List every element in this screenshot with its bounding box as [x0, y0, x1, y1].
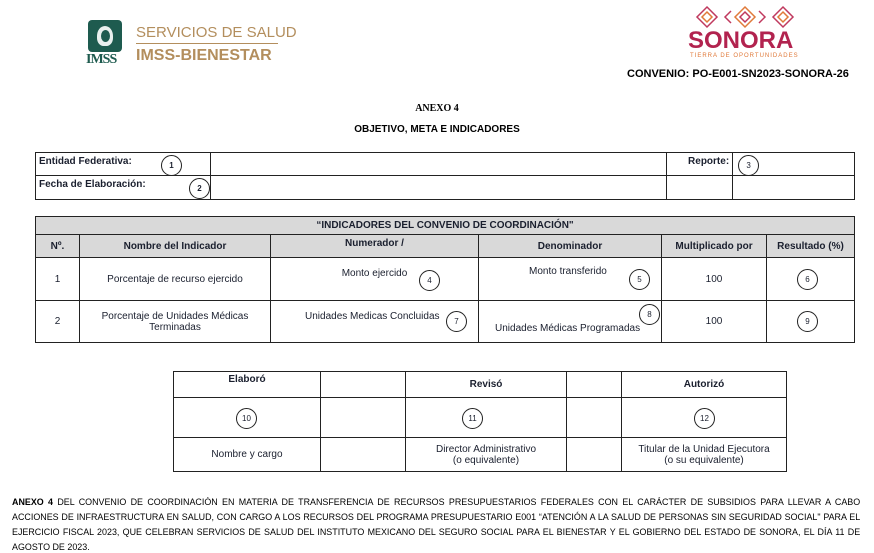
imss-logo-text: IMSS [86, 52, 117, 67]
marker-4: 4 [419, 270, 440, 291]
row-denominator: Unidades Médicas Programadas [495, 323, 641, 334]
header-multiplier: Multiplicado por [662, 235, 767, 258]
empty-cell [567, 398, 622, 438]
row-multiplier: 100 [662, 258, 767, 301]
header-denominator: Denominador [479, 235, 662, 258]
footer-bold: ANEXO 4 [12, 497, 54, 508]
empty-cell [321, 372, 406, 398]
row-result-cell [767, 301, 855, 343]
info-table [35, 152, 855, 200]
brand-line1: SERVICIOS DE SALUD [136, 24, 297, 41]
table-row [36, 258, 855, 301]
marker-5: 5 [629, 269, 650, 290]
row-denominator-cell [479, 301, 662, 343]
fecha-label: Fecha de Elaboración: [39, 179, 146, 190]
marker-8: 8 [639, 304, 660, 325]
empty-cell [567, 372, 622, 398]
signatures-table [173, 371, 787, 472]
sig-cell [174, 398, 321, 438]
footer-text: DEL CONVENIO DE COORDINACIÓN EN MATERIA DE TRANSFERENCIA DE RECURSOS PRESUPUESTARIOS FEDERALES CON EL CARÁCTER DE SUBSIDIOS PARA LLEVAR A CABO ACCIONES DE INFRAESTRUCTURA EN SALUD, CON CARGO A LOS RECURSOS DEL PROGRAMA PRESUPUESTARIO E001 “ATENCIÓN A LA SALUD DE PERSONAS SIN SEGURIDAD SOCIAL" PARA EL EJERCICIO FISCAL 2023, QUE CELEBRAN SERVICIOS DE SALUD DEL INSTITUTO MEXICANO DEL SEGURO SOCIAL PARA EL BIENESTAR Y EL GOBIERNO DEL ESTADO DE SONORA, EL DÍA 11 DE AGOSTO DE 2023. [12, 497, 861, 553]
row-numerator: Monto ejercido [341, 268, 408, 279]
marker-9: 9 [797, 311, 818, 332]
indicators-title: “INDICADORES DEL CONVENIO DE COORDINACIÓN" [36, 217, 855, 235]
indicators-table [35, 216, 855, 343]
header-numerator: Numerador / [271, 235, 479, 258]
sig-header-autorizo: Autorizó [622, 372, 787, 398]
sig-role-autorizo: Titular de la Unidad Ejecutora (o su equivalente) [622, 438, 787, 472]
sig-header-reviso: Revisó [406, 372, 567, 398]
brand-line2: IMSS-BIENESTAR [136, 47, 272, 64]
marker-10: 10 [236, 408, 257, 429]
sonora-logo-text: SONORA [688, 27, 794, 54]
imss-emblem-icon [88, 20, 122, 52]
sig-role-reviso: Director Administrativo (o equivalente) [406, 438, 567, 472]
brand-divider [136, 43, 278, 44]
sonora-tagline: TIERRA DE OPORTUNIDADES [690, 53, 799, 59]
row-numerator-cell [271, 301, 479, 343]
row-no: 2 [36, 301, 80, 343]
sig-cell [406, 398, 567, 438]
empty-cell [567, 438, 622, 472]
row-result-cell [767, 258, 855, 301]
header-name: Nombre del Indicador [80, 235, 271, 258]
row-numerator-cell [271, 258, 479, 301]
fecha-cell [36, 176, 211, 200]
entidad-value [210, 153, 666, 176]
reporte-cell [733, 153, 855, 176]
sig-cell [622, 398, 787, 438]
row-no: 1 [36, 258, 80, 301]
marker-7: 7 [446, 311, 467, 332]
row-denominator: Monto transferido [529, 266, 607, 277]
row-multiplier: 100 [662, 301, 767, 343]
reporte-label: Reporte: [667, 153, 733, 176]
footer-paragraph [12, 495, 860, 553]
marker-6: 6 [797, 269, 818, 290]
entidad-cell [36, 153, 211, 176]
annex-title: ANEXO 4 [415, 103, 459, 114]
row-denominator-cell [479, 258, 662, 301]
sig-role-elaboro: Nombre y cargo [174, 438, 321, 472]
empty-cell [733, 176, 855, 200]
row-name: Porcentaje de Unidades Médicas Terminadas [80, 301, 271, 343]
marker-3: 3 [738, 155, 759, 176]
empty-cell [667, 176, 733, 200]
row-name: Porcentaje de recurso ejercido [80, 258, 271, 301]
marker-11: 11 [462, 408, 483, 429]
marker-1: 1 [161, 155, 182, 176]
header-no: Nº. [36, 235, 80, 258]
imss-logo [86, 20, 124, 68]
marker-2: 2 [189, 178, 210, 199]
convenio-code: CONVENIO: PO-E001-SN2023-SONORA-26 [627, 68, 849, 80]
page-subtitle: OBJETIVO, META E INDICADORES [354, 124, 520, 135]
marker-12: 12 [694, 408, 715, 429]
entidad-label: Entidad Federativa: [39, 156, 132, 167]
sonora-pattern-icon [695, 5, 795, 29]
empty-cell [321, 438, 406, 472]
sig-header-elaboro: Elaboró [174, 372, 321, 398]
fecha-value [210, 176, 666, 200]
empty-cell [321, 398, 406, 438]
table-row [36, 301, 855, 343]
header-result: Resultado (%) [767, 235, 855, 258]
row-numerator: Unidades Medicas Concluidas [305, 311, 440, 322]
